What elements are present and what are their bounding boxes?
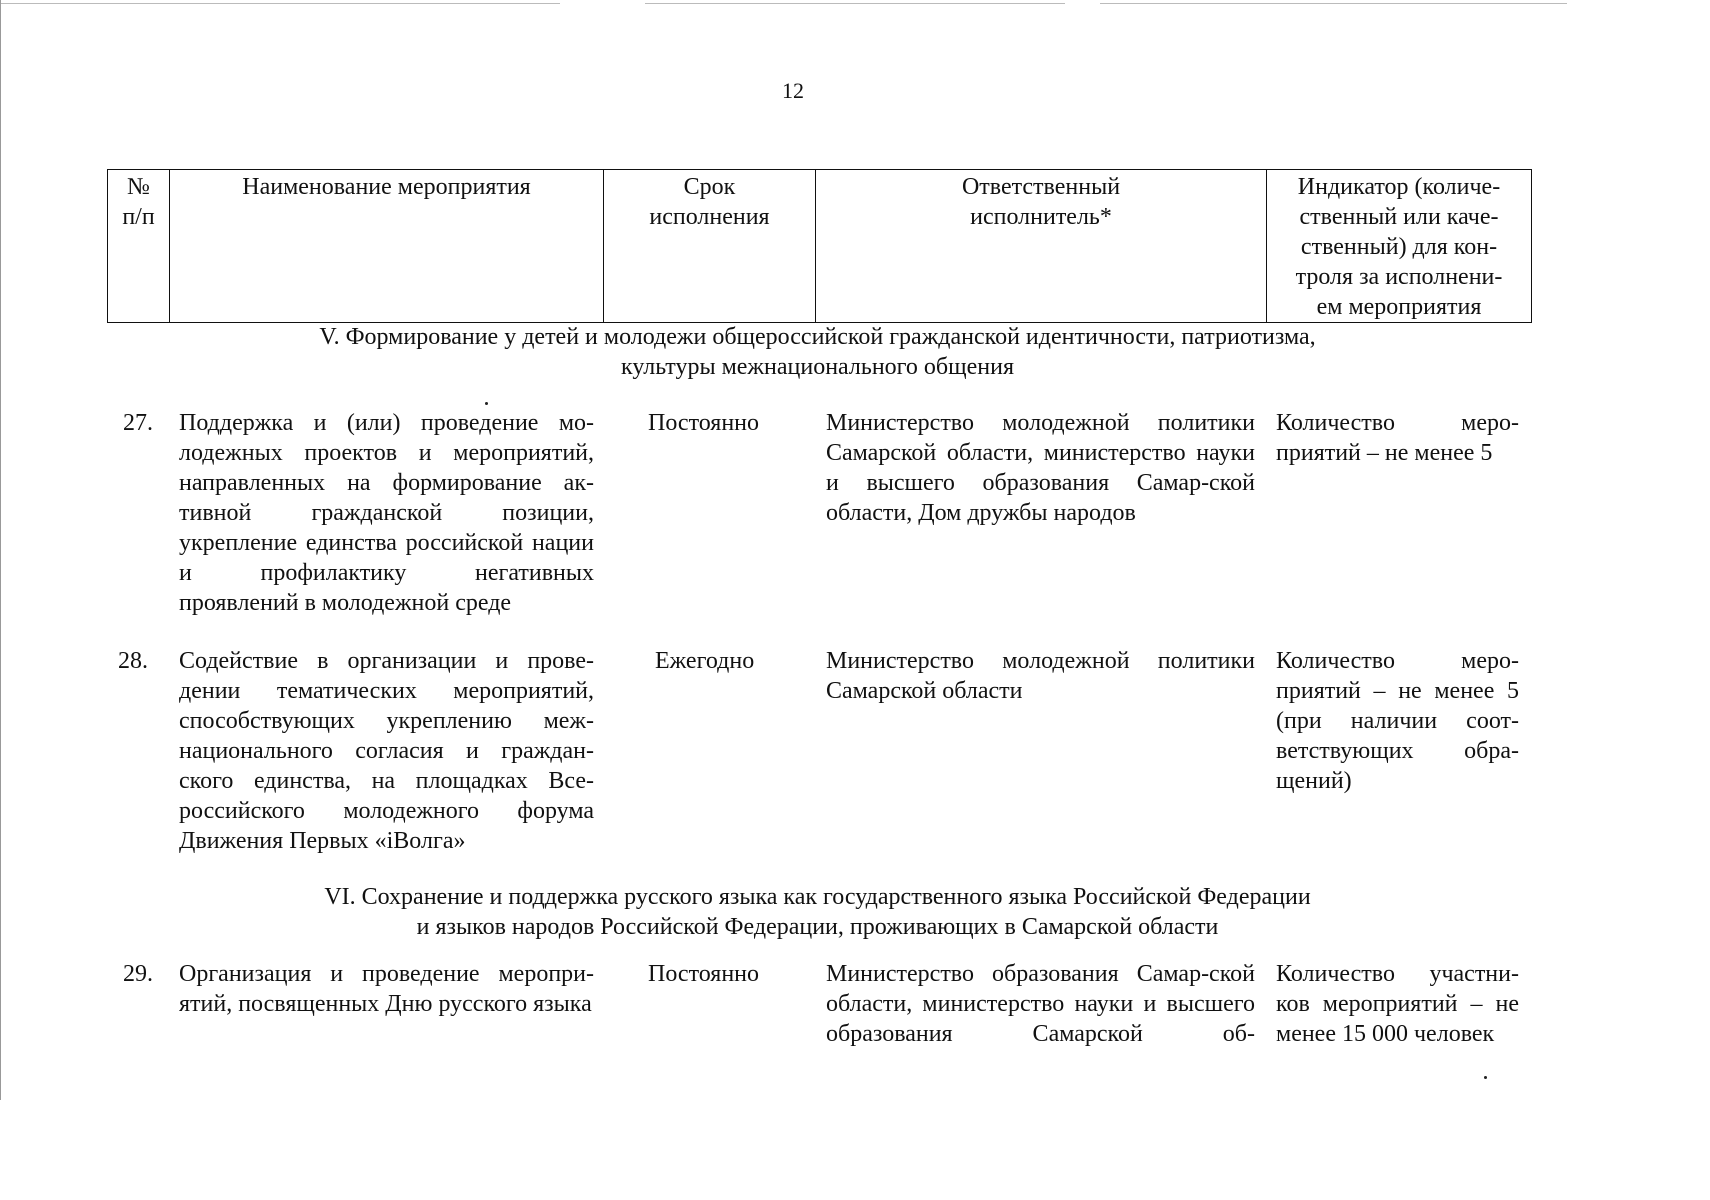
row-term: Постоянно — [648, 410, 760, 436]
header-term: Срок исполнения — [604, 170, 816, 323]
row-indicator: ков мероприятий – не менее 15 000 человек — [1276, 991, 1519, 1047]
section-heading-line: V. Формирование у детей и молодежи общероссийской гражданской идентичности, патриотизма, — [319, 324, 1316, 350]
header-name: Наименование мероприятия — [170, 170, 604, 323]
section-heading-vi — [0, 882, 1635, 942]
scan-speck — [1484, 1076, 1487, 1079]
header-indicator: Индикатор (количе-ственный или каче-ственный) для кон-троля за исполнени-ем мероприятия — [1267, 170, 1532, 323]
row-name: Содействие в организации и прове-дении тематических мероприятий, способствующих укреплению меж-национального согласия и граждан-ского единства, на площадках Все-российского молодежного форума Движения Первых «iВолга» — [179, 648, 594, 854]
scan-edge-top — [645, 3, 1065, 4]
row-indicator-line: Количество меро- — [1276, 410, 1519, 436]
page-number: 12 — [782, 78, 804, 103]
row-number: 28. — [118, 648, 148, 674]
row-indicator-line: Количество участни- — [1276, 961, 1519, 987]
row-indicator: приятий – не менее 5 (при наличии соот-ветствующих обра-щений) — [1276, 678, 1519, 794]
scan-edge-top — [0, 3, 560, 4]
scan-speck — [485, 402, 488, 405]
row-number: 27. — [123, 410, 153, 436]
row-term: Постоянно — [648, 961, 760, 987]
table-header — [107, 169, 1532, 323]
section-heading-line: культуры межнационального общения — [621, 354, 1014, 380]
row-responsible: Министерство молодежной политики Самарской области, министерство науки и высшего образования Самар-ской области, Дом дружбы народов — [826, 410, 1255, 526]
section-heading-line: VI. Сохранение и поддержка русского языка как государственного языка Российской Федерации — [324, 884, 1311, 910]
row-number: 29. — [123, 961, 153, 987]
row-indicator: приятий – не менее 5 — [1276, 440, 1493, 466]
row-responsible: Министерство образования Самар-ской области, министерство науки и высшего образования Самарской об- — [826, 961, 1255, 1047]
section-heading-line: и языков народов Российской Федерации, проживающих в Самарской области — [416, 914, 1219, 940]
row-indicator-line: Количество меро- — [1276, 648, 1519, 674]
row-responsible: Министерство молодежной политики Самарской области — [826, 648, 1255, 704]
header-responsible: Ответственный исполнитель* — [816, 170, 1267, 323]
row-term: Ежегодно — [655, 648, 755, 674]
header-num: № п/п — [108, 170, 170, 323]
row-name: Поддержка и (или) проведение мо-лодежных проектов и мероприятий, направленных на формирование ак-тивной гражданской позиции, укрепление единства российской нации и профилактику негативных проявлений в молодежной среде — [179, 410, 594, 616]
section-heading-v — [0, 322, 1635, 382]
scan-edge-top — [1100, 3, 1567, 4]
row-name: Организация и проведение меропри-ятий, посвященных Дню русского языка — [179, 961, 594, 1017]
